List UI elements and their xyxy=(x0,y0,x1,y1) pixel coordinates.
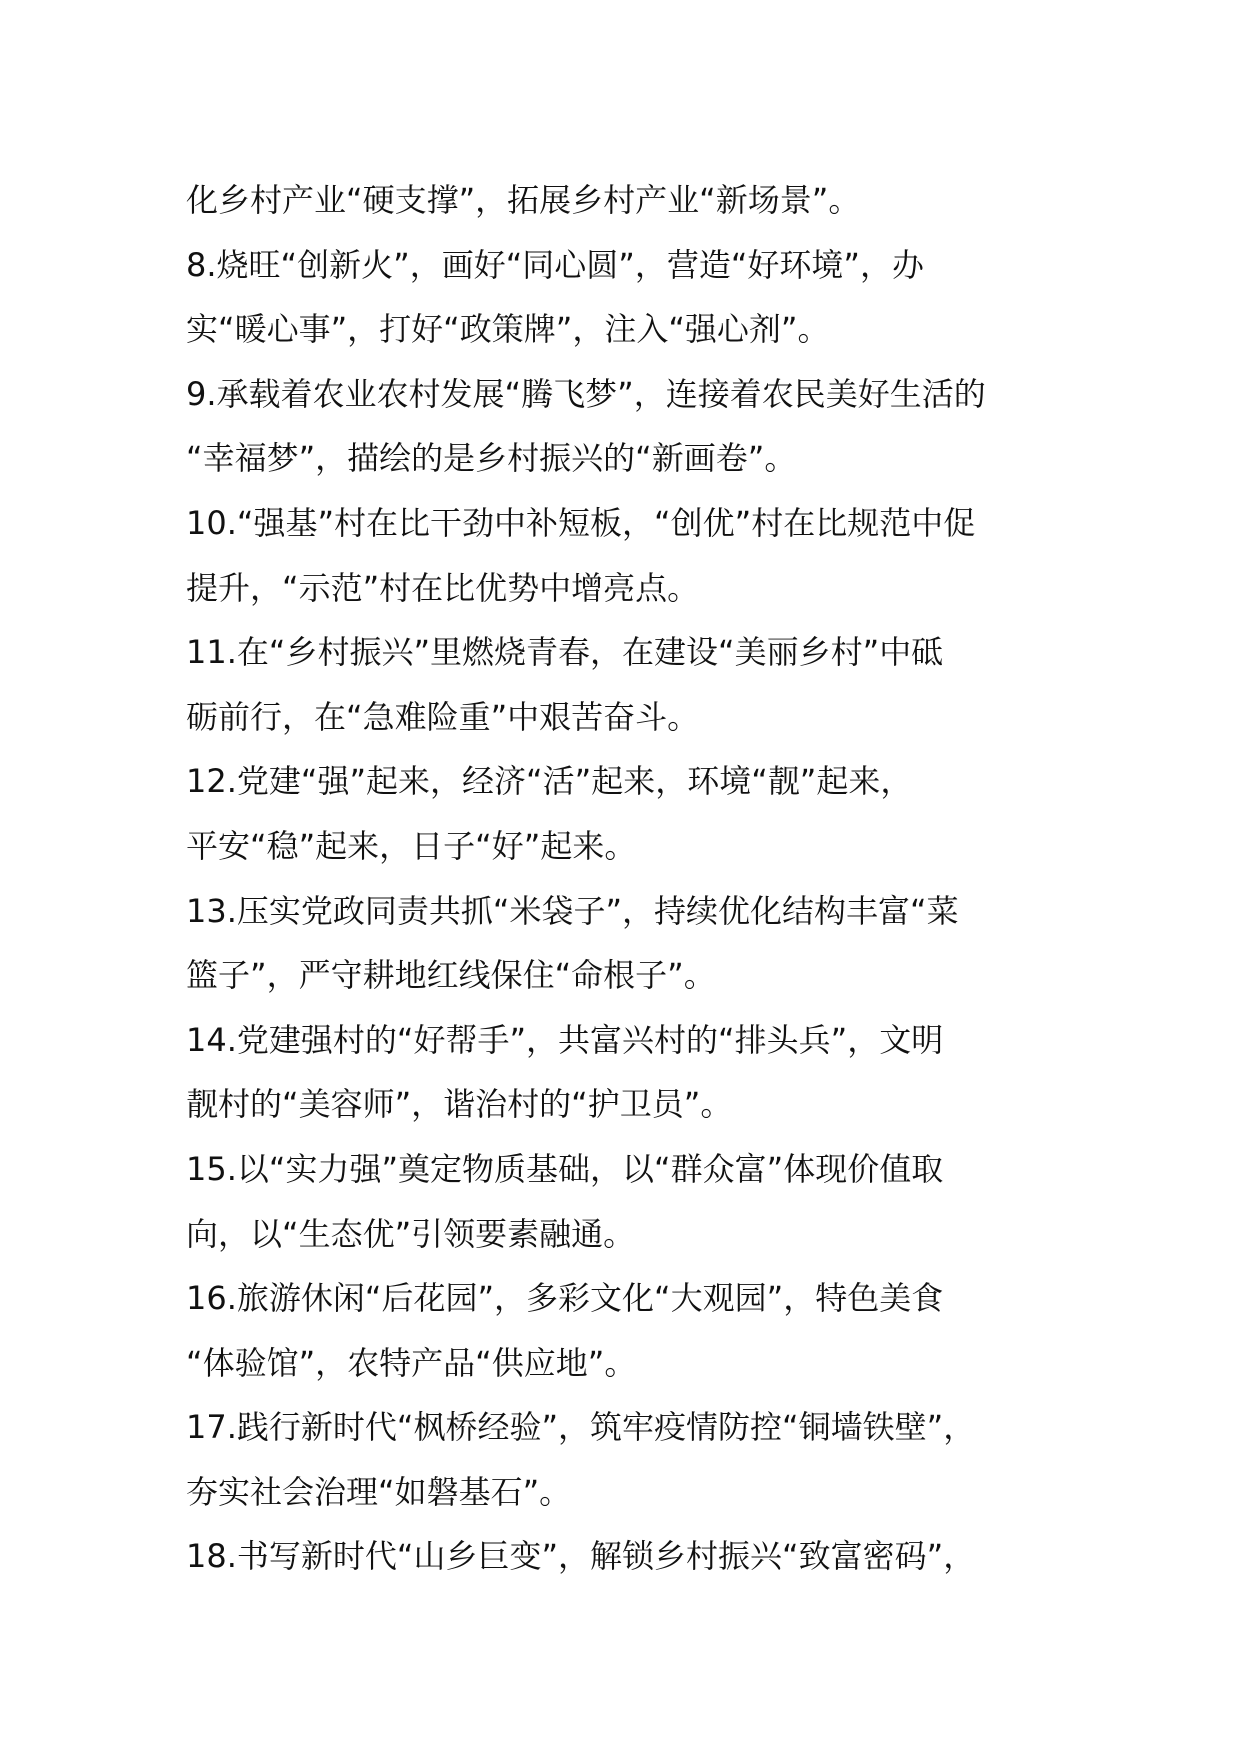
text-line: 砺前行，在“急难险重”中艰苦奋斗。 xyxy=(186,697,700,736)
text-line: 篮子”，严守耕地红线保住“命根子”。 xyxy=(186,956,716,995)
text-line: “体验馆”，农特产品“供应地”。 xyxy=(186,1343,637,1382)
text-line: 15.以“实力强”奠定物质基础，以“群众富”体现价值取 xyxy=(186,1149,944,1188)
text-line: 向，以“生态优”引领要素融通。 xyxy=(186,1214,636,1253)
text-line: 17.践行新时代“枫桥经验”，筑牢疫情防控“铜墙铁壁”， xyxy=(186,1408,976,1447)
text-line: 10.“强基”村在比干劲中补短板，“创优”村在比规范中促 xyxy=(186,503,976,542)
text-line: 14.党建强村的“好帮手”，共富兴村的“排头兵”，文明 xyxy=(186,1020,944,1059)
text-line: 靓村的“美容师”，谐治村的“护卫员”。 xyxy=(186,1085,733,1124)
text-line: 18.书写新时代“山乡巨变”，解锁乡村振兴“致富密码”， xyxy=(186,1537,976,1576)
text-line: 12.党建“强”起来，经济“活”起来，环境“靓”起来， xyxy=(186,762,913,801)
text-line: 化乡村产业“硬支撑”，拓展乡村产业“新场景”。 xyxy=(186,181,861,219)
text-line: 16.旅游休闲“后花园”，多彩文化“大观园”，特色美食 xyxy=(186,1279,944,1318)
text-line: 8.烧旺“创新火”，画好“同心圆”，营造“好环境”，办 xyxy=(186,245,925,284)
document-body xyxy=(186,168,1066,1589)
text-line: 9.承载着农业农村发展“腾飞梦”，连接着农民美好生活的 xyxy=(186,374,986,413)
text-line: “幸福梦”，描绘的是乡村振兴的“新画卷”。 xyxy=(186,439,797,478)
text-line: 平安“稳”起来，日子“好”起来。 xyxy=(186,826,637,865)
text-line: 13.压实党政同责共抓“米袋子”，持续优化结构丰富“菜 xyxy=(186,891,959,930)
text-line: 实“暖心事”，打好“政策牌”，注入“强心剂”。 xyxy=(186,310,830,349)
text-line: 夯实社会治理“如磐基石”。 xyxy=(186,1472,572,1511)
text-line: 11.在“乡村振兴”里燃烧青春，在建设“美丽乡村”中砥 xyxy=(186,633,944,672)
text-line: 提升，“示范”村在比优势中增亮点。 xyxy=(186,568,700,607)
